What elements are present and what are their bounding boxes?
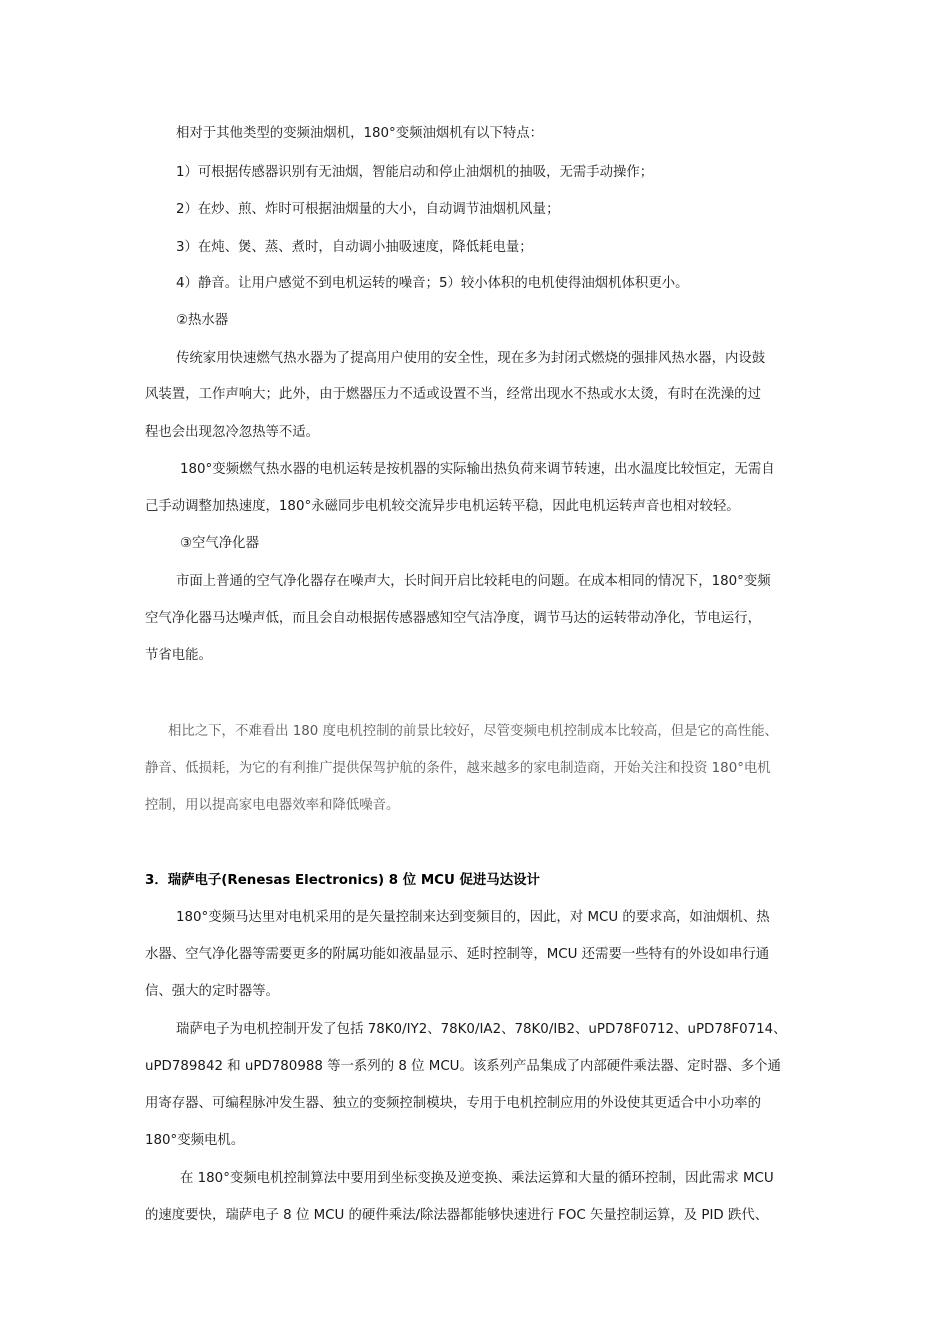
feature-item-3: 3）在炖、煲、蒸、煮时，自动调小抽吸速度，降低耗电量； (176, 240, 533, 255)
air-purifier-paragraph-line: 节省电能。 (145, 648, 212, 663)
section-3-heading: 3．瑞萨电子(Renesas Electronics) 8 位 MCU 促进马达设计 (145, 873, 540, 888)
water-heater-paragraph-1-line: 风装置，工作声响大；此外，由于燃器压力不适或设置不当，经常出现水不热或水太烫，有时在洗澡的过 (145, 387, 761, 402)
summary-paragraph-line: 静音、低损耗，为它的有利推广提供保驾护航的条件，越来越多的家电制造商，开始关注和投资 180°电机 (145, 761, 771, 776)
water-heater-paragraph-1-line: 传统家用快速燃气热水器为了提高用户使用的安全性，现在多为封闭式燃烧的强排风热水器，内设鼓 (176, 351, 766, 366)
water-heater-paragraph-2-line: 180°变频燃气热水器的电机运转是按机器的实际输出热负荷来调节转速，出水温度比较恒定，无需自 (180, 462, 775, 477)
section-3-paragraph-2-line: 180°变频电机。 (145, 1133, 245, 1148)
section-3-paragraph-3-line: 的速度要快，瑞萨电子 8 位 MCU 的硬件乘法/除法器都能够快速进行 FOC 矢量控制运算，及 PID 跌代、 (145, 1208, 769, 1223)
feature-item-4: 4）静音。让用户感觉不到电机运转的噪音；5）较小体积的电机使得油烟机体积更小。 (176, 276, 689, 291)
air-purifier-paragraph-line: 市面上普通的空气净化器存在噪声大，长时间开启比较耗电的问题。在成本相同的情况下，180°变频 (176, 574, 771, 589)
section-3-paragraph-1-line: 信、强大的定时器等。 (145, 984, 279, 999)
summary-paragraph-line: 相比之下，不难看出 180 度电机控制的前景比较好，尽管变频电机控制成本比较高，但是它的高性能、 (168, 724, 778, 739)
air-purifier-paragraph-line: 空气净化器马达噪声低，而且会自动根据传感器感知空气洁净度，调节马达的运转带动净化，节电运行， (145, 611, 761, 626)
water-heater-paragraph-1-line: 程也会出现忽冷忽热等不适。 (145, 425, 320, 440)
section-3-paragraph-2-line: uPD789842 和 uPD780988 等一系列的 8 位 MCU。该系列产品集成了内部硬件乘法器、定时器、多个通 (145, 1059, 781, 1074)
air-purifier-heading: ③空气净化器 (180, 536, 259, 551)
water-heater-paragraph-2-line: 己手动调整加热速度，180°永磁同步电机较交流异步电机运转平稳，因此电机运转声音也相对较轻。 (145, 499, 740, 514)
section-3-paragraph-3-line: 在 180°变频电机控制算法中要用到坐标变换及逆变换、乘法运算和大量的循环控制，因此需求 MCU (180, 1171, 774, 1186)
water-heater-heading: ②热水器 (176, 313, 229, 328)
section-3-paragraph-2-line: 用寄存器、可编程脉冲发生器、独立的变频控制模块，专用于电机控制应用的外设使其更适合中小功率的 (145, 1096, 761, 1111)
summary-paragraph-line: 控制，用以提高家电电器效率和降低噪音。 (145, 798, 400, 813)
section-3-paragraph-1-line: 水器、空气净化器等需要更多的附属功能如液晶显示、延时控制等，MCU 还需要一些特有的外设如串行通 (145, 947, 770, 962)
feature-item-2: 2）在炒、煎、炸时可根据油烟量的大小，自动调节油烟机风量； (176, 202, 560, 217)
section-3-paragraph-2-line: 瑞萨电子为电机控制开发了包括 78K0/IY2、78K0/IA2、78K0/IB2、uPD78F0712、uPD78F0714、 (176, 1022, 787, 1037)
range-hood-intro: 相对于其他类型的变频油烟机，180°变频油烟机有以下特点： (176, 126, 544, 141)
section-3-paragraph-1-line: 180°变频马达里对电机采用的是矢量控制来达到变频目的，因此，对 MCU 的要求高，如油烟机、热 (176, 910, 770, 925)
feature-item-1: 1）可根据传感器识别有无油烟，智能启动和停止油烟机的抽吸，无需手动操作； (176, 165, 654, 180)
